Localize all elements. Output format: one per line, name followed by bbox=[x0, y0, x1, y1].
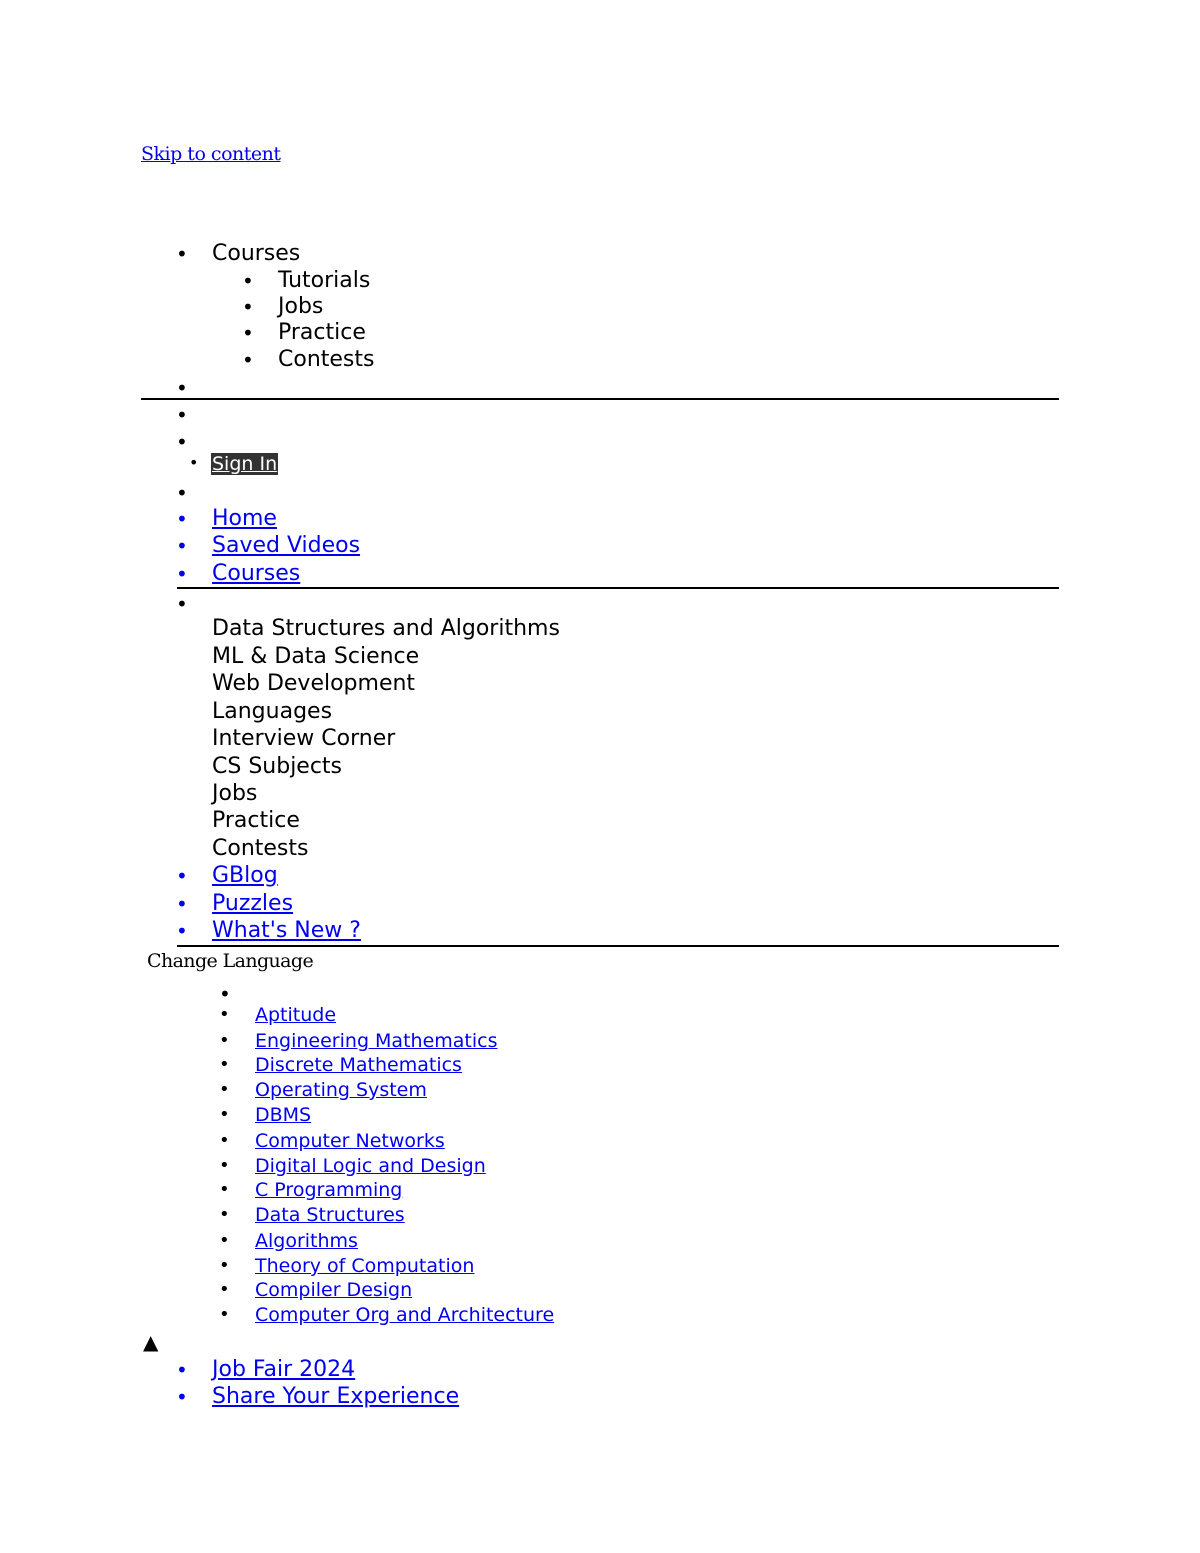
subject-link-computer-org-architecture[interactable]: • Computer Org and Architecture bbox=[255, 1306, 554, 1325]
subject-link-c-programming[interactable]: • C Programming bbox=[255, 1181, 402, 1200]
subject-link-operating-system[interactable]: • Operating System bbox=[255, 1081, 427, 1100]
subject-link-discrete-mathematics[interactable]: • Discrete Mathematics bbox=[255, 1056, 462, 1075]
nav-saved-videos[interactable]: • Saved Videos bbox=[212, 535, 360, 557]
subject-link-compiler-design[interactable]: • Compiler Design bbox=[255, 1281, 412, 1300]
empty-list-item bbox=[212, 483, 226, 497]
triangle-up-icon[interactable]: ▲ bbox=[143, 1330, 159, 1354]
sign-in-button[interactable]: Sign In bbox=[212, 453, 278, 475]
change-language-label[interactable]: Change Language bbox=[147, 950, 314, 972]
course-category[interactable]: Contests bbox=[212, 836, 309, 861]
subject-link-aptitude[interactable]: • Aptitude bbox=[255, 1006, 336, 1025]
empty-list-item bbox=[212, 378, 226, 392]
nav-courses[interactable]: • Courses bbox=[212, 563, 300, 585]
nav-whats-new[interactable]: • What's New ? bbox=[212, 920, 361, 942]
subject-link-theory-of-computation[interactable]: • Theory of Computation bbox=[255, 1257, 474, 1276]
subject-link-engineering-mathematics[interactable]: • Engineering Mathematics bbox=[255, 1032, 497, 1051]
course-category[interactable]: CS Subjects bbox=[212, 754, 343, 779]
skip-to-content-link[interactable]: Skip to content bbox=[141, 143, 281, 165]
empty-list-item bbox=[212, 405, 226, 419]
course-category[interactable]: Interview Corner bbox=[212, 726, 396, 751]
nav-home[interactable]: • Home bbox=[212, 508, 277, 530]
empty-list-item bbox=[212, 594, 226, 608]
subject-link-computer-networks[interactable]: • Computer Networks bbox=[255, 1132, 445, 1151]
menu-contests[interactable]: • Contests bbox=[278, 349, 374, 371]
subject-link-data-structures[interactable]: • Data Structures bbox=[255, 1206, 405, 1225]
empty-list-item bbox=[255, 984, 269, 998]
course-category[interactable]: Practice bbox=[212, 808, 300, 833]
nav-gblog[interactable]: • GBlog bbox=[212, 865, 278, 887]
bullet: • bbox=[189, 453, 199, 472]
menu-jobs[interactable]: • Jobs bbox=[278, 296, 323, 318]
divider bbox=[177, 945, 1059, 947]
course-category[interactable]: Languages bbox=[212, 699, 333, 724]
empty-list-item bbox=[212, 432, 226, 446]
course-category[interactable]: Data Structures and Algorithms bbox=[212, 616, 560, 641]
menu-practice[interactable]: • Practice bbox=[278, 322, 366, 344]
menu-courses[interactable]: • Courses bbox=[212, 243, 300, 265]
subject-link-digital-logic[interactable]: • Digital Logic and Design bbox=[255, 1157, 486, 1176]
divider bbox=[177, 587, 1059, 589]
link-job-fair[interactable]: • Job Fair 2024 bbox=[212, 1359, 355, 1381]
subject-link-dbms[interactable]: • DBMS bbox=[255, 1106, 311, 1125]
course-category[interactable]: ML & Data Science bbox=[212, 644, 420, 669]
course-category[interactable]: Web Development bbox=[212, 671, 416, 696]
subject-link-algorithms[interactable]: • Algorithms bbox=[255, 1232, 358, 1251]
menu-tutorials[interactable]: • Tutorials bbox=[278, 270, 370, 292]
link-share-experience[interactable]: • Share Your Experience bbox=[212, 1386, 459, 1408]
course-category[interactable]: Jobs bbox=[212, 781, 258, 806]
divider bbox=[141, 398, 1059, 400]
nav-puzzles[interactable]: • Puzzles bbox=[212, 893, 293, 915]
